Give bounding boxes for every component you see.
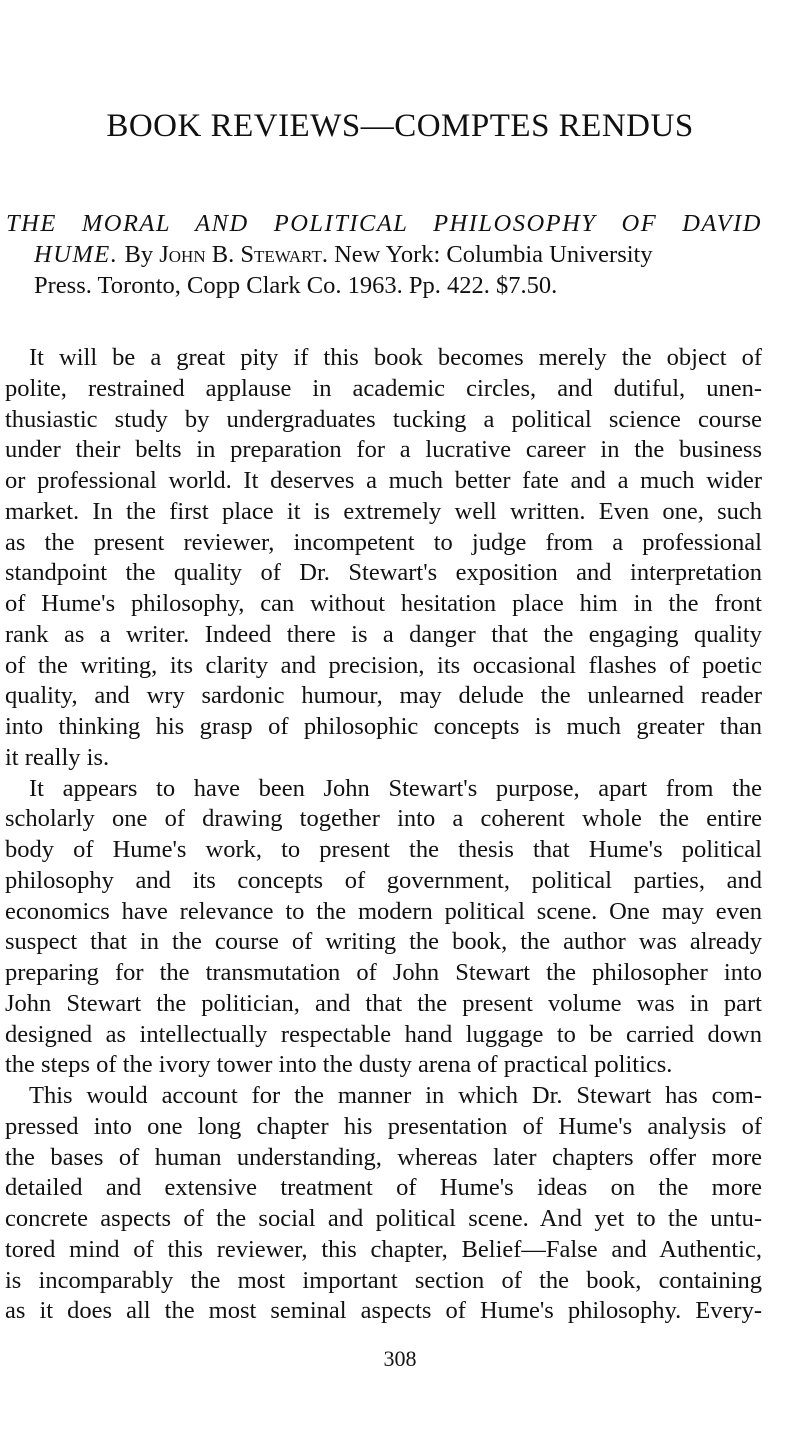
text-line: market. In the first place it is extremely well written. Even one, such: [5, 497, 762, 525]
text-line: polite, restrained applause in academic circles, and dutiful, unen-: [5, 374, 762, 402]
text-line: the bases of human understanding, whereas later chapters offer more: [5, 1143, 762, 1171]
text-line: concrete aspects of the social and political scene. And yet to the untu-: [5, 1205, 762, 1232]
book-title-line-1: THE MORAL AND POLITICAL PHILOSOPHY OF DAVID: [6, 210, 762, 237]
text-line: It will be a great pity if this book becomes merely the object of: [29, 344, 762, 371]
book-title-line-2: [6, 239, 762, 270]
text-line: as the present reviewer, incompetent to judge from a professional: [5, 528, 762, 556]
text-line: suspect that in the course of writing the book, the author was already: [5, 928, 762, 956]
text-line: it really is.: [5, 743, 110, 771]
text-line: economics have relevance to the modern political scene. One may even: [5, 897, 762, 925]
text-line: rank as a writer. Indeed there is a danger that the engaging quality: [5, 620, 762, 648]
text-line: as it does all the most seminal aspects of Hume's philosophy. Every-: [5, 1297, 762, 1325]
text-line: designed as intellectually respectable hand luggage to be carried down: [5, 1020, 762, 1048]
book-citation: [6, 208, 762, 301]
paragraph-1: [5, 343, 762, 774]
text-line: into thinking his grasp of philosophic concepts is much greater than: [5, 713, 762, 740]
text-line: under their belts in preparation for a lucrative career in the business: [5, 436, 762, 464]
text-line: the steps of the ivory tower into the dusty arena of practical politics.: [5, 1051, 673, 1079]
text-line: John Stewart the politician, and that the present volume was in part: [5, 989, 762, 1017]
publication-details: Press. Toronto, Copp Clark Co. 1963. Pp. 422. $7.50.: [34, 272, 558, 299]
text-line: is incomparably the most important section of the book, containing: [5, 1266, 762, 1294]
text-line: thusiastic study by undergraduates tucking a political science course: [5, 405, 762, 433]
paragraph-3: [5, 1081, 762, 1327]
text-line: of the writing, its clarity and precision, its occasional flashes of poetic: [5, 651, 762, 679]
author-name: John B. Stewart.: [159, 241, 328, 268]
text-line: scholarly one of drawing together into a coherent whole the entire: [5, 805, 762, 833]
text-line: of Hume's philosophy, can without hesitation place him in the front: [5, 590, 762, 617]
publisher-info: New York: Columbia University: [334, 241, 653, 268]
text-line: This would account for the manner in which Dr. Stewart has com-: [29, 1082, 762, 1109]
review-body: [5, 343, 762, 1327]
text-line: quality, and wry sardonic humour, may delude the unlearned reader: [5, 682, 762, 710]
text-line: body of Hume's work, to present the thesis that Hume's political: [5, 836, 762, 863]
text-line: philosophy and its concepts of government, political parties, and: [5, 866, 762, 894]
text-line: standpoint the quality of Dr. Stewart's exposition and interpretation: [5, 559, 762, 587]
paragraph-2: [5, 774, 762, 1082]
text-line: or professional world. It deserves a much better fate and a much wider: [5, 467, 762, 494]
page-number: 308: [383, 1346, 417, 1371]
text-line: tored mind of this reviewer, this chapter, Belief—False and Authentic,: [5, 1235, 762, 1263]
book-title-end: HUME.: [34, 241, 119, 268]
section-title: BOOK REVIEWS—COMPTES RENDUS: [106, 108, 694, 144]
text-line: pressed into one long chapter his presentation of Hume's analysis of: [5, 1112, 762, 1140]
text-line: detailed and extensive treatment of Hume's ideas on the more: [5, 1174, 762, 1202]
text-line: It appears to have been John Stewart's purpose, apart from the: [29, 774, 762, 802]
text-line: preparing for the transmutation of John Stewart the philosopher into: [5, 959, 762, 986]
by-label: By: [124, 241, 154, 268]
